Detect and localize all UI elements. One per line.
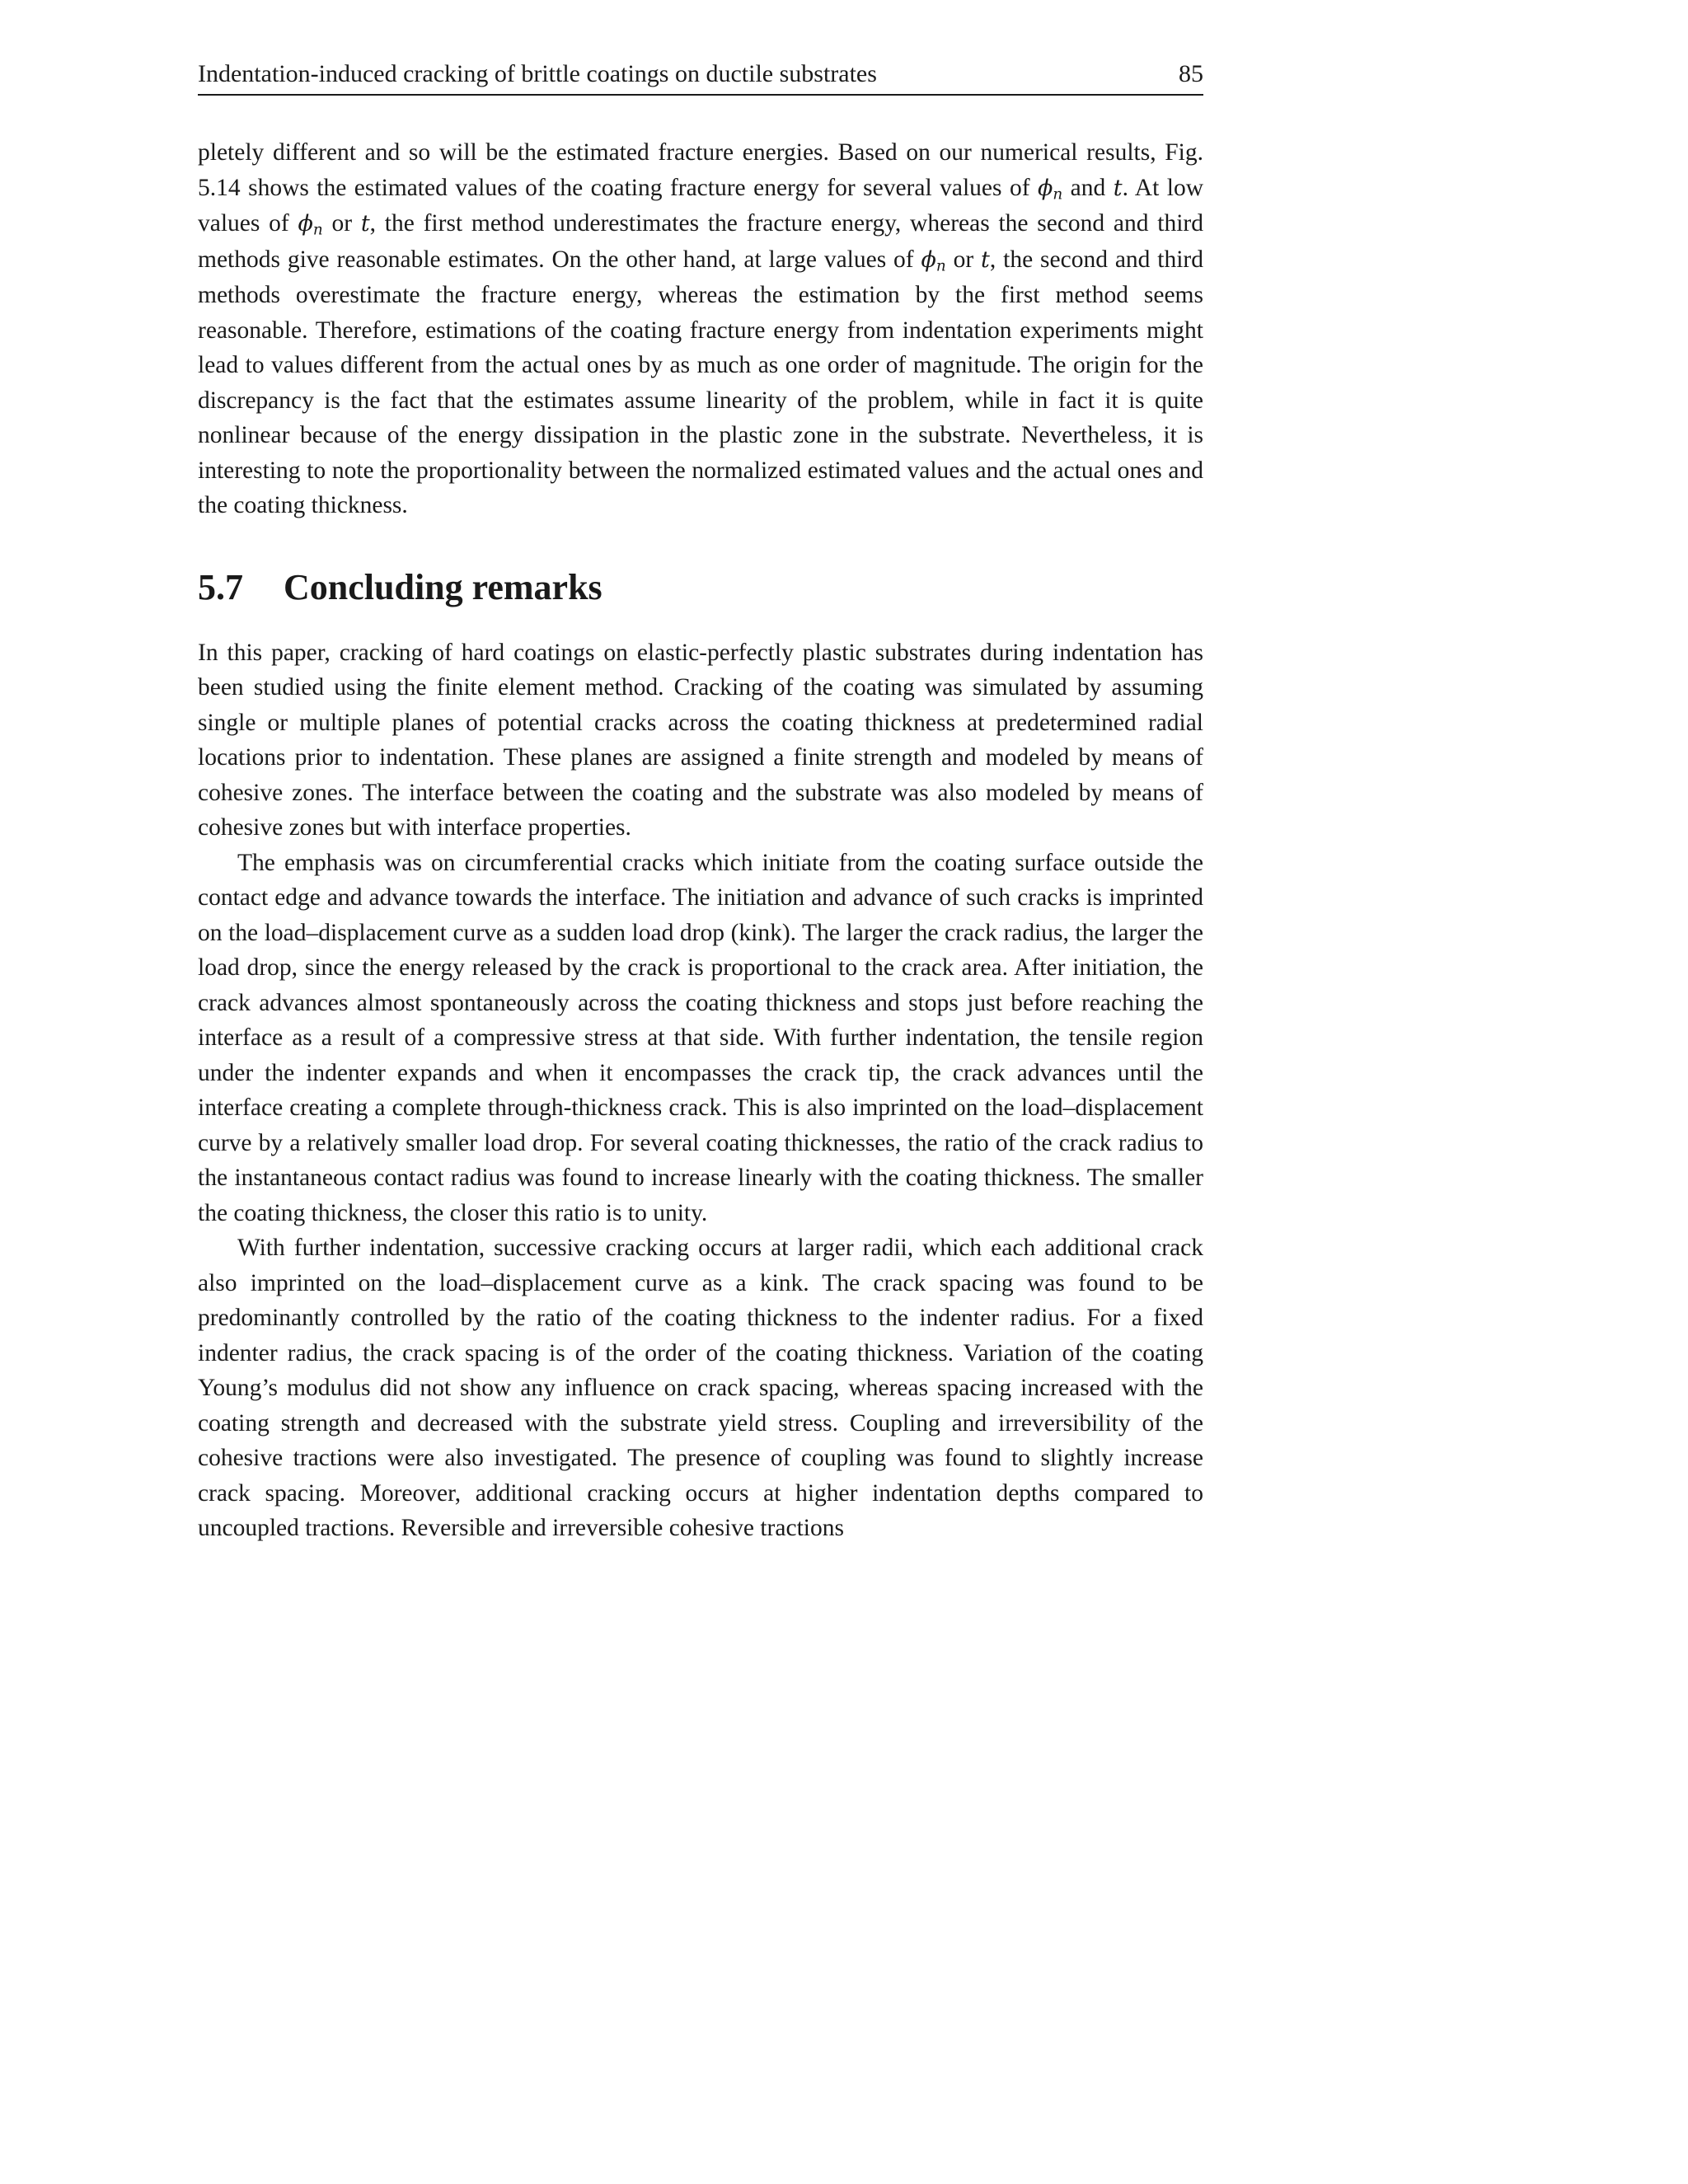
math-t: t	[981, 246, 990, 273]
text-run: and	[1062, 174, 1114, 201]
paragraph-fracture-energy-estimates	[198, 135, 1203, 523]
text-run: pletely different and so will be the estimated fracture energies. Based on our numerical results, Fig. 5.14 shows the estimated values of the coating fracture energy for several values of	[198, 139, 1203, 201]
paragraph-successive-cracking: With further indentation, successive cracking occurs at larger radii, which each additional crack also imprinted on the load–displacement curve as a kink. The crack spacing was found to be predominantly controlled by the ratio of the coating thickness to the indenter radius. For a fixed indenter radius, the crack spacing is of the order of the coating thickness. Variation of the coating Young’s modulus did not show any influence on crack spacing, whereas spacing increased with the coating strength and decreased with the substrate yield stress. Coupling and irreversibility of the cohesive tractions were also investigated. The presence of coupling was found to slightly increase crack spacing. Moreover, additional cracking occurs at higher indentation depths compared to uncoupled tractions. Reversible and irreversible cohesive tractions	[198, 1235, 1203, 1541]
text-run: or	[945, 246, 982, 273]
math-phi-n: $\phi_n$	[1037, 175, 1063, 204]
page-number: 85	[1179, 60, 1203, 87]
text-run: . At low values of	[198, 174, 1204, 237]
math-t: t	[360, 211, 370, 237]
page	[198, 58, 1203, 1546]
running-title: Indentation-induced cracking of brittle coatings on ductile substrates	[198, 60, 877, 87]
text-run: , the second and third methods overestimate the fracture energy, whereas the estimation by the first method seems reasonable. Therefore, estimations of the coating fracture energy from indentation experiments might lead to values different from the actual ones by as much as one order of magnitude. The origin for the discrepancy is the fact that the estimates assume linearity of the problem, while in fact it is quite nonlinear because of the energy dissipation in the plastic zone in the substrate. Nevertheless, it is interesting to note the proportionality between the normalized estimated values and the actual ones and the coating thickness.	[198, 246, 1203, 518]
running-header	[198, 58, 1203, 96]
math-phi-n: $\phi_n$	[921, 246, 946, 275]
text-run: or	[322, 210, 361, 237]
math-phi-n: $\phi_n$	[298, 211, 323, 239]
paragraph-circumferential-cracks: The emphasis was on circumferential cracks which initiate from the coating surface outside the contact edge and advance towards the interface. The initiation and advance of such cracks is imprinted on the load–displacement curve as a sudden load drop (kink). The larger the crack radius, the larger the load drop, since the energy released by the crack is proportional to the crack area. After initiation, the crack advances almost spontaneously across the coating thickness and stops just before reaching the interface as a result of a compressive stress at that side. With further indentation, the tensile region under the indenter expands and when it encompasses the crack tip, the crack advances until the interface creating a complete through-thickness crack. This is also imprinted on the load–displacement curve by a relatively smaller load drop. For several coating thicknesses, the ratio of the crack radius to the instantaneous contact radius was found to increase linearly with the coating thickness. The smaller the coating thickness, the closer this ratio is to unity.	[198, 849, 1203, 1226]
body-text	[198, 135, 1203, 1546]
math-t: t	[1113, 175, 1123, 201]
text-run: , the first method underestimates the fracture energy, whereas the second and third methods give reasonable estimates. On the other hand, at large values of	[198, 210, 1204, 273]
section-heading	[198, 565, 1203, 611]
section-number: 5.7	[198, 566, 243, 607]
section-title: Concluding remarks	[284, 566, 603, 607]
paragraph-summary-method: In this paper, cracking of hard coatings on elastic-perfectly plastic substrates during indentation has been studied using the finite element method. Cracking of the coating was simulated by assuming single or multiple planes of potential cracks across the coating thickness at predetermined radial locations prior to indentation. These planes are assigned a finite strength and modeled by means of cohesive zones. The interface between the coating and the substrate was also modeled by means of cohesive zones but with interface properties.	[198, 639, 1203, 841]
